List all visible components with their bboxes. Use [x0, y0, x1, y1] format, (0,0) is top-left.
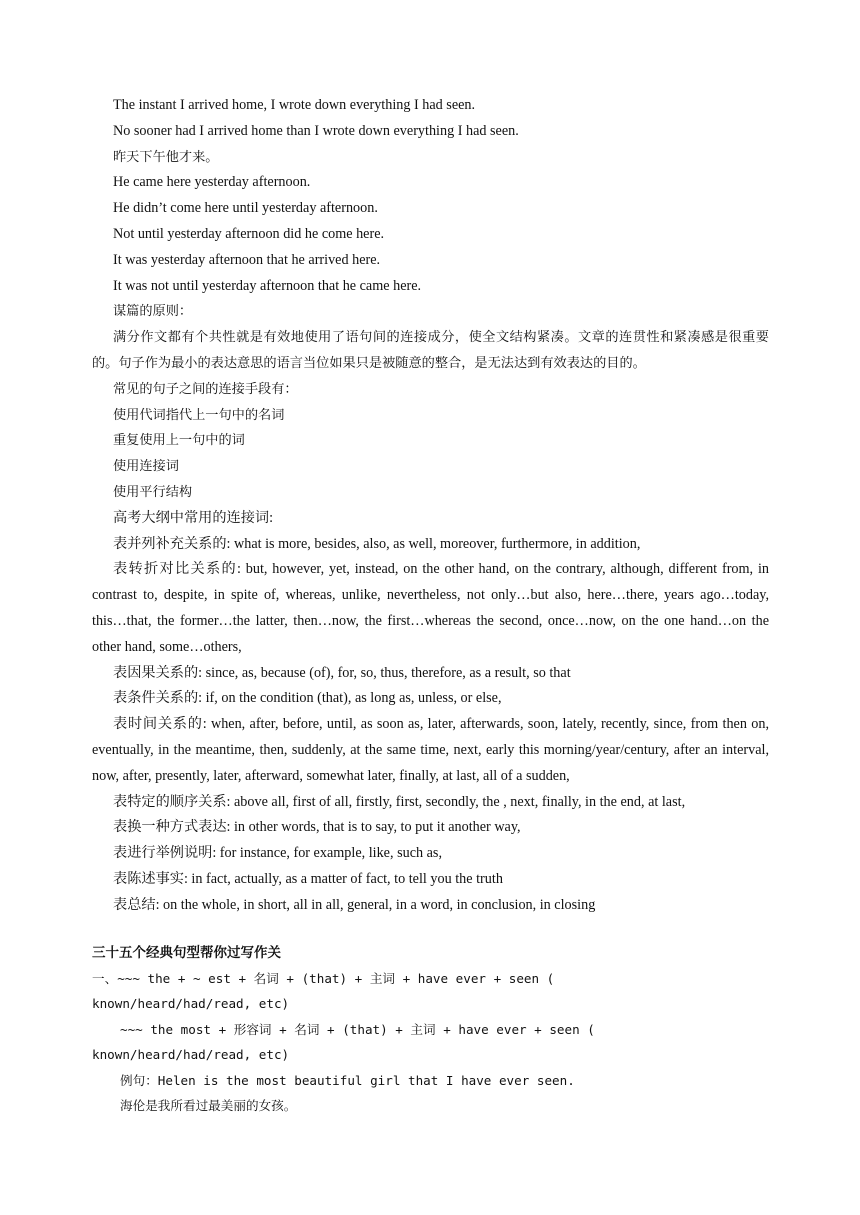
section-label: 常见的句子之间的连接手段有：: [113, 381, 298, 397]
section-label: 高考大纲中常用的连接词:: [113, 509, 274, 526]
pattern-line: ~~~ the most + 形容词 + 名词 + (that) + 主词 + have ever + seen (: [120, 1021, 595, 1037]
list-item: 使用代词指代上一句中的名词: [113, 407, 285, 423]
example-sentence: It was not until yesterday afternoon that he came here.: [113, 277, 422, 294]
example-sentence: Not until yesterday afternoon did he come here.: [113, 225, 385, 242]
section-label: 谋篇的原则：: [113, 304, 193, 320]
connector-list: 表转折对比关系的: but, however, yet, instead, on the other hand, on the contrary, although, different from, in contrast to, despite, in spite of, whereas, unlike, nevertheless, not only…but also, here…there, years ago…today, this…that, the former…the latter, then…now, the first…whereas the second, once…now, on the one hand…on the other hand, some…others,: [92, 561, 769, 655]
connector-list: 表时间关系的: when, after, before, until, as soon as, later, afterwards, soon, lately, recently, since, from then on, eventually, in the meantime, then, suddenly, at the same time, next, early this morning/year/century, after an interval, now, after, presently, later, afterward, somewhat later, finally, at last, all of a sudden,: [92, 716, 769, 784]
connector-list: 表条件关系的: if, on the condition (that), as long as, unless, or else,: [113, 690, 502, 707]
connector-list: 表换一种方式表达: in other words, that is to say, to put it another way,: [113, 819, 521, 836]
example-sentence: The instant I arrived home, I wrote down everything I had seen.: [113, 97, 476, 113]
spacer: [92, 919, 769, 940]
connector-list: 表因果关系的: since, as, because (of), for, so, thus, therefore, as a result, so that: [113, 664, 571, 681]
connector-list: 表特定的顺序关系: above all, first of all, firstly, first, secondly, the , next, finally, in the end, at last,: [113, 793, 686, 810]
pattern-line: known/heard/had/read, etc): [92, 996, 290, 1012]
example-sentence: No sooner had I arrived home than I wrote down everything I had seen.: [113, 122, 519, 139]
list-item: 重复使用上一句中的词: [113, 433, 245, 449]
example-sentence: It was yesterday afternoon that he arrived here.: [113, 251, 381, 268]
document-page: [92, 93, 769, 1119]
connector-list: 表并列补充关系的: what is more, besides, also, as well, moreover, furthermore, in addition,: [113, 535, 641, 552]
example-sentence-cn: 昨天下午他才来。: [113, 149, 219, 165]
connector-list: 表进行举例说明: for instance, for example, like, such as,: [113, 845, 442, 862]
list-item: 使用连接词: [113, 459, 179, 475]
paragraph-principle: 满分作文都有个共性就是有效地使用了语句间的连接成分，使全文结构紧凑。文章的连贯性和紧凑感是很重要的。句子作为最小的表达意思的语言当位如果只是被随意的整合，是无法达到有效表达的目的。: [92, 330, 769, 371]
example-sentence: 例句：Helen is the most beautiful girl that I have ever seen.: [120, 1072, 575, 1088]
connector-list: 表总结: on the whole, in short, all in all, general, in a word, in conclusion, in closing: [113, 896, 596, 913]
example-sentence: He came here yesterday afternoon.: [113, 174, 311, 191]
connector-list: 表陈述事实: in fact, actually, as a matter of fact, to tell you the truth: [113, 870, 503, 887]
pattern-line: 一、~~~ the + ~ est + 名词 + (that) + 主词 + have ever + seen (: [92, 970, 555, 986]
pattern-line: known/heard/had/read, etc): [92, 1047, 290, 1063]
section-heading: 三十五个经典句型帮你过写作关: [92, 944, 281, 961]
example-translation: 海伦是我所看过最美丽的女孩。: [120, 1098, 297, 1114]
list-item: 使用平行结构: [113, 484, 193, 500]
example-sentence: He didn’t come here until yesterday afternoon.: [113, 200, 378, 217]
